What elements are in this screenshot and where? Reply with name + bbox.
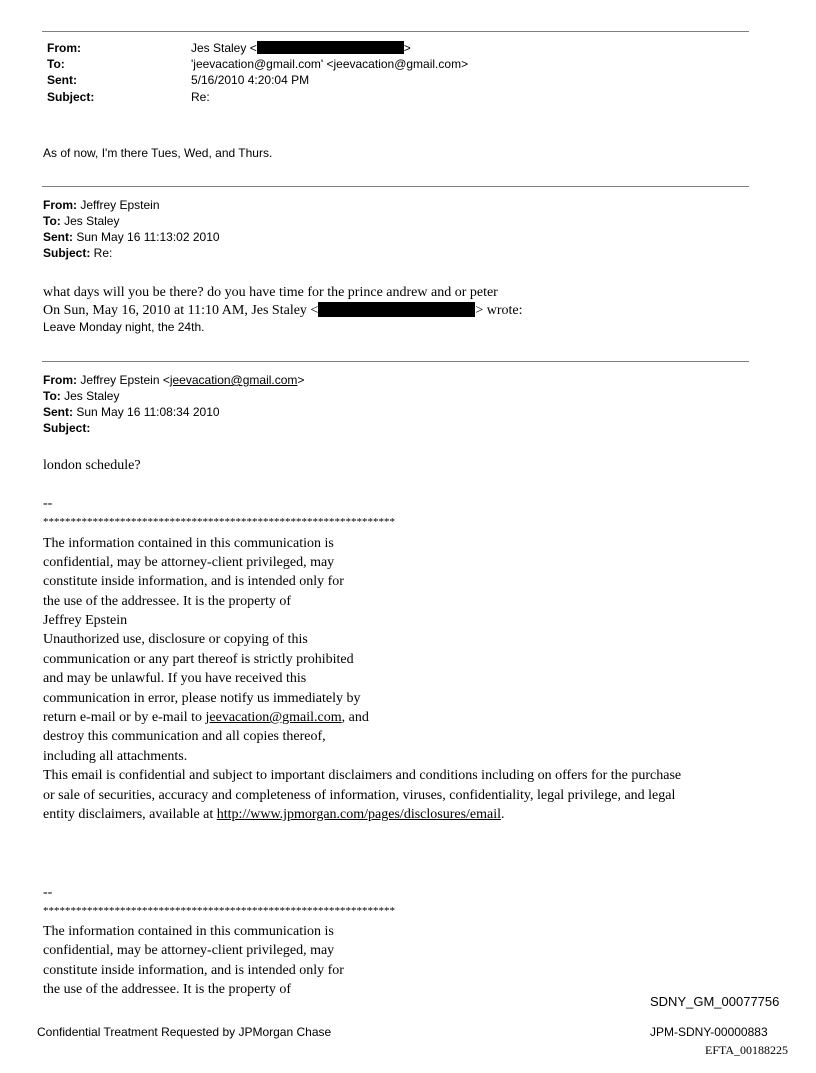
msg2-to-value: Jes Staley — [60, 214, 120, 228]
sent-label: Sent: — [47, 73, 77, 87]
top-divider — [42, 31, 749, 32]
msg3-subject-row — [43, 421, 90, 435]
to-label: To: — [47, 57, 65, 71]
from-name: Jes Staley < — [191, 41, 257, 55]
msg2-quote-header — [43, 301, 523, 320]
msg3-from-email-link[interactable]: jeevacation@gmail.com — [169, 373, 298, 387]
disclaimer-line: The information contained in this communication is — [43, 924, 334, 939]
email-line-suffix: , and — [341, 710, 369, 725]
disclaimer-line: the use of the addressee. It is the property of — [43, 982, 292, 997]
subject-value: Re: — [191, 90, 210, 104]
msg2-body: what days will you be there? do you have time for the prince andrew and or peter — [43, 285, 498, 300]
asterisk-divider: **************************************************************** — [43, 905, 395, 917]
disclaimer-line: destroy this communication and all copies thereof, — [43, 729, 326, 744]
msg3-sent-row — [43, 405, 220, 419]
reply-body: As of now, I'm there Tues, Wed, and Thurs. — [43, 146, 273, 160]
msg3-sent-value: Sun May 16 11:08:34 2010 — [73, 405, 220, 419]
msg2-subject-value: Re: — [90, 246, 113, 260]
msg2-sent-label: Sent: — [43, 230, 73, 244]
msg2-from-label: From: — [43, 198, 77, 212]
from-value — [191, 41, 411, 55]
disclaimer-line: and may be unlawful. If you have received this — [43, 671, 307, 686]
to-value: 'jeevacation@gmail.com' <jeevacation@gmail.com> — [191, 57, 469, 71]
disclaimer-line: The information contained in this communication is — [43, 536, 334, 551]
jpm-disclaimer-line: This email is confidential and subject to important disclaimers and conditions including on offers for the purchase — [43, 768, 682, 783]
jpm-line-prefix: entity disclaimers, available at — [43, 807, 217, 822]
msg2-subject-label: Subject: — [43, 246, 91, 260]
bates-efta: EFTA_00188225 — [705, 1043, 789, 1057]
quote-suffix: > wrote: — [475, 303, 523, 318]
jpm-disclosures-link[interactable]: http://www.jpmorgan.com/pages/disclosures/email — [216, 807, 502, 822]
subject-label: Subject: — [47, 90, 95, 104]
confidential-footer: Confidential Treatment Requested by JPMorgan Chase — [37, 1025, 332, 1039]
jpm-disclaimer-link-line — [43, 805, 505, 824]
sent-value: 5/16/2010 4:20:04 PM — [191, 73, 310, 87]
msg3-from-close: > — [297, 373, 305, 387]
msg2-from-row — [43, 198, 160, 212]
bates-sdny: SDNY_GM_00077756 — [650, 994, 780, 1009]
jpm-disclaimer-line: or sale of securities, accuracy and completeness of information, viruses, confidentiality, legal privilege, and legal — [43, 788, 676, 803]
disclaimer-line: Unauthorized use, disclosure or copying of this — [43, 632, 308, 647]
divider-3 — [42, 361, 749, 362]
msg3-from-row — [43, 373, 304, 387]
msg2-sent-row — [43, 230, 220, 244]
disclaimer-email-line — [43, 708, 369, 727]
jpm-line-suffix: . — [501, 807, 505, 822]
msg3-to-value: Jes Staley — [60, 389, 120, 403]
disclaimer-line: communication in error, please notify us immediately by — [43, 691, 361, 706]
msg3-from-value: Jeffrey Epstein < — [77, 373, 170, 387]
msg2-from-value: Jeffrey Epstein — [77, 198, 160, 212]
msg3-to-label: To: — [43, 389, 61, 403]
disclaimer-line: constitute inside information, and is intended only for — [43, 963, 344, 978]
disclaimer-line: confidential, may be attorney-client privileged, may — [43, 555, 335, 570]
disclaimer-email-link[interactable]: jeevacation@gmail.com — [205, 710, 342, 725]
msg3-from-label: From: — [43, 373, 77, 387]
asterisk-divider: **************************************************************** — [43, 516, 395, 528]
redaction-box — [318, 302, 475, 317]
msg2-to-row — [43, 214, 119, 228]
msg2-sent-value: Sun May 16 11:13:02 2010 — [73, 230, 220, 244]
disclaimer-line: Jeffrey Epstein — [43, 613, 128, 628]
disclaimer-line: constitute inside information, and is intended only for — [43, 574, 344, 589]
from-label: From: — [47, 41, 81, 55]
signature-separator: -- — [43, 496, 53, 511]
msg2-subject-row — [43, 246, 112, 260]
disclaimer-line: including all attachments. — [43, 749, 188, 764]
disclaimer-line: communication or any part thereof is strictly prohibited — [43, 652, 354, 667]
from-close: > — [403, 41, 411, 55]
quote-prefix: On Sun, May 16, 2010 at 11:10 AM, Jes Staley < — [43, 303, 319, 318]
msg3-to-row — [43, 389, 119, 403]
email-line-prefix: return e-mail or by e-mail to — [43, 710, 206, 725]
disclaimer-line: the use of the addressee. It is the property of — [43, 594, 292, 609]
msg3-sent-label: Sent: — [43, 405, 73, 419]
divider-2 — [42, 186, 749, 187]
bates-jpm: JPM-SDNY-00000883 — [650, 1025, 768, 1039]
msg3-body: london schedule? — [43, 458, 141, 473]
redaction-box — [257, 41, 404, 54]
msg2-to-label: To: — [43, 214, 61, 228]
signature-separator: -- — [43, 885, 53, 900]
msg3-subject-label: Subject: — [43, 421, 91, 435]
disclaimer-line: confidential, may be attorney-client privileged, may — [43, 943, 335, 958]
msg2-quoted-text: Leave Monday night, the 24th. — [43, 320, 205, 334]
